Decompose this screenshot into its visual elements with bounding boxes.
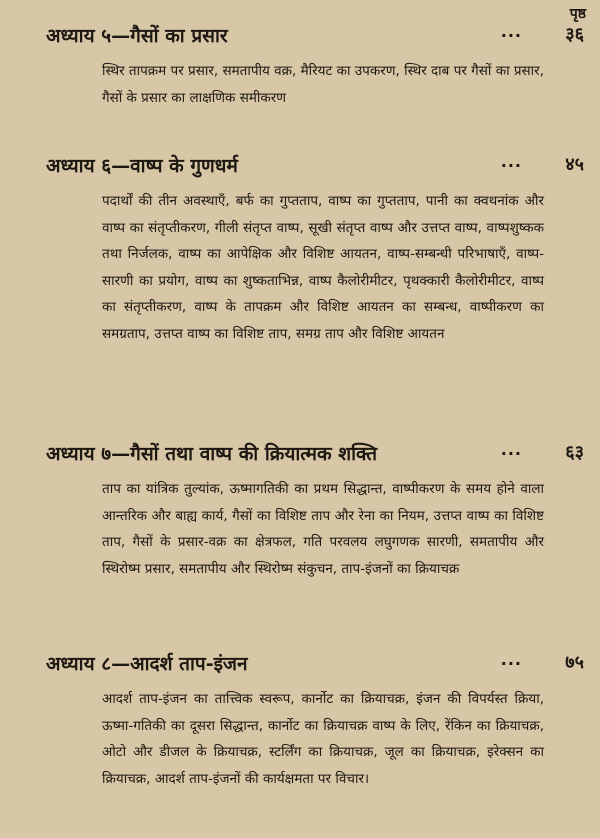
chapter-heading: अध्याय ५—गैसों का प्रसार: [46, 25, 228, 47]
chapter-heading-row: [46, 22, 584, 52]
chapter-heading: अध्याय ८—आदर्श ताप-इंजन: [46, 653, 248, 675]
leader-dots: ...: [500, 152, 522, 171]
chapter-page-number: ४५: [565, 154, 584, 175]
chapter-heading-row: [46, 650, 584, 680]
chapter-topics: आदर्श ताप-इंजन का तात्त्विक स्वरूप, कार्नोट का क्रियाचक्र, इंजन की विपर्यस्त क्रिया, ऊष्मा-गतिकी का दूसरा सिद्धान्त, कार्नोट का क्रियाचक्र वाष्प के लिए, रेंकिन का क्रियाचक्र, ओटो और डीजल के क्रियाचक्र, स्टर्लिंग का क्रियाचक्र, जूल का क्रियाचक्र, इरेक्सन का क्रियाचक्र, आदर्श ताप-इंजनों की कार्यक्षमता पर विचार।: [102, 691, 544, 787]
chapter-8: [46, 650, 584, 792]
chapter-5: [46, 22, 584, 111]
leader-dots: ...: [500, 650, 522, 669]
chapter-page-number: ३६: [565, 24, 584, 45]
chapter-page-number: ७५: [565, 652, 584, 673]
chapter-heading: अध्याय ७—गैसों तथा वाष्प की क्रियात्मक शक्ति: [46, 443, 378, 465]
chapter-7: [46, 440, 584, 582]
page-column-label: पृष्ठ: [569, 6, 586, 22]
leader-dots: ...: [500, 22, 522, 41]
leader-dots: ...: [500, 440, 522, 459]
chapter-heading-row: [46, 440, 584, 470]
chapter-6: [46, 152, 584, 347]
chapter-topics: ताप का यांत्रिक तुल्यांक, ऊष्मागतिकी का प्रथम सिद्धान्त, वाष्पीकरण के समय होने वाला आन्तरिक और बाह्य कार्य, गैसों का विशिष्ट ताप और रेना का नियम, उत्तप्त वाष्प का विशिष्ट ताप, गैसों के प्रसार-वक्र का क्षेत्रफल, गति परवलय लघुगणक सारणी, समतापीय और स्थिरोष्म प्रसार, समतापीय और स्थिरोष्म संकुचन, ताप-इंजनों का क्रियाचक्र: [102, 481, 544, 577]
chapter-heading-row: [46, 152, 584, 182]
chapter-page-number: ६३: [565, 442, 584, 463]
chapter-topics: स्थिर तापक्रम पर प्रसार, समतापीय वक्र, मैरियट का उपकरण, स्थिर दाब पर गैसों का प्रसार, गैसों के प्रसार का लाक्षणिक समीकरण: [102, 63, 544, 106]
chapter-heading: अध्याय ६—वाष्प के गुणधर्म: [46, 155, 238, 177]
chapter-topics: पदार्थों की तीन अवस्थाएँ, बर्फ का गुप्तताप, वाष्प का गुप्तताप, पानी का क्वथनांक और वाष्प का संतृप्तीकरण, गीली संतृप्त वाष्प, सूखी संतृप्त वाष्प और उत्तप्त वाष्प, वाष्पशुष्कक तथा निर्जलक, वाष्प का आपेक्षिक और विशिष्ट आयतन, वाष्प-सम्बन्धी परिभाषाएँ, वाष्प-सारणी का प्रयोग, वाष्प का शुष्कताभिन्न, वाष्प कैलोरीमीटर, पृथक्कारी कैलोरीमीटर, वाष्प का संतृप्तीकरण, वाष्प के तापक्रम और विशिष्ट आयतन का सम्बन्ध, वाष्पीकरण का समग्रताप, उत्तप्त वाष्प का विशिष्ट ताप, समग्र ताप और विशिष्ट आयतन: [102, 193, 544, 342]
